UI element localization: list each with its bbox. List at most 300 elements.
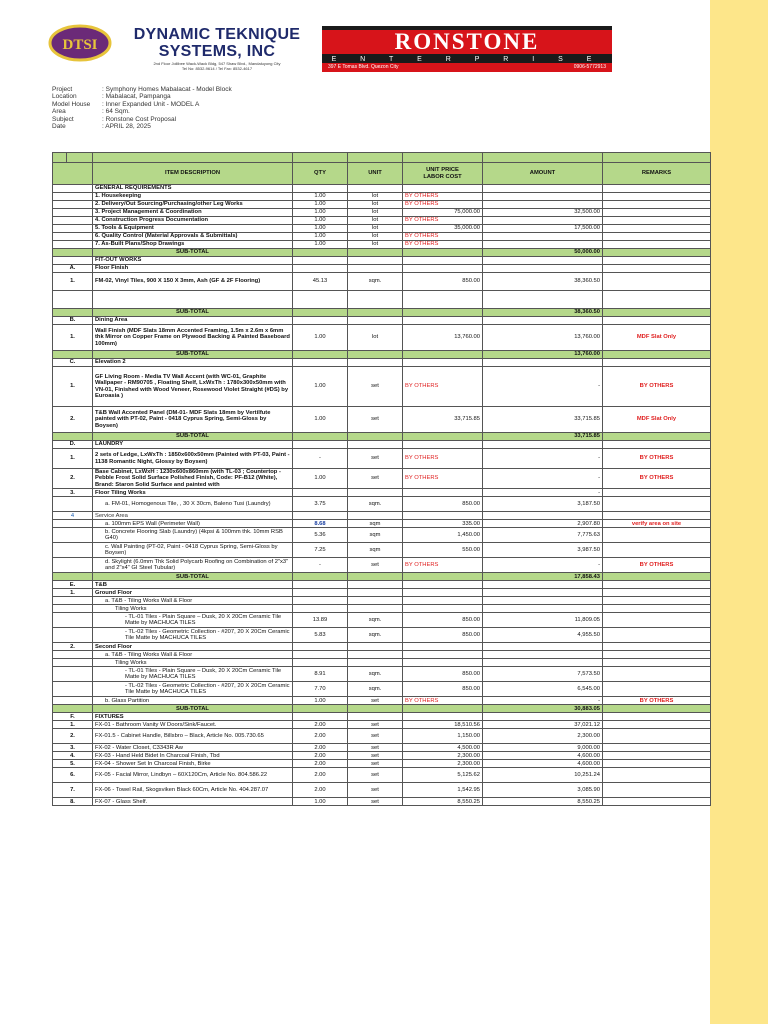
table-row	[53, 520, 711, 528]
remarks-cell	[603, 273, 711, 291]
qty-cell: -	[293, 449, 348, 469]
remarks-cell	[603, 581, 711, 589]
unit-cell	[348, 597, 403, 605]
amount-cell: 4,955.50	[483, 628, 603, 643]
amount-cell	[483, 193, 603, 201]
table-row	[53, 659, 711, 667]
unit-price-cell: BY OTHERS	[403, 469, 483, 489]
qty-cell: 1.00	[293, 225, 348, 233]
ronstone-phone: 0906-5772913	[573, 64, 606, 70]
qty-cell: 2.00	[293, 760, 348, 768]
item-description-cell: FIXTURES	[93, 713, 293, 721]
remarks-cell	[603, 359, 711, 367]
item-number-cell: 1.	[53, 325, 93, 351]
unit-price-cell: BY OTHERS	[403, 193, 483, 201]
info-value: : 64 Sqm.	[102, 108, 130, 116]
item-description-cell: FX-02 - Water Closet, C3343R Aw	[93, 744, 293, 752]
item-description-cell: SUB-TOTAL	[93, 309, 293, 317]
unit-price-cell: 2,300.00	[403, 752, 483, 760]
company-tel-line: Tel No: 8532-9614 / Tel Fax: 8532-4617	[181, 66, 253, 71]
table-row	[53, 798, 711, 806]
item-description-cell: Tiling Works	[93, 659, 293, 667]
unit-price-cell: 850.00	[403, 682, 483, 697]
item-description-cell: 7. As-Built Plans/Shop Drawings	[93, 241, 293, 249]
qty-cell	[293, 589, 348, 597]
unit-price-cell: BY OTHERS	[403, 697, 483, 705]
amount-cell: 4,600.00	[483, 752, 603, 760]
company-name-line1: DYNAMIC TEKNIQUE	[133, 26, 301, 43]
qty-cell	[293, 713, 348, 721]
amount-cell: 13,760.00	[483, 325, 603, 351]
qty-cell: 7.25	[293, 543, 348, 558]
unit-cell: lot	[348, 325, 403, 351]
item-number-cell: 1.	[53, 589, 93, 597]
unit-cell: sqm	[348, 543, 403, 558]
info-label: Date	[52, 123, 66, 131]
remarks-cell: MDF Slat Only	[603, 407, 711, 433]
item-number-cell	[53, 291, 93, 309]
item-number-cell	[53, 201, 93, 209]
remarks-cell	[603, 291, 711, 309]
subtotal-row	[53, 351, 711, 359]
remarks-cell	[603, 628, 711, 643]
unit-cell	[348, 573, 403, 581]
amount-cell: 50,000.00	[483, 249, 603, 257]
unit-price-cell: BY OTHERS	[403, 558, 483, 573]
unit-cell: sqm.	[348, 667, 403, 682]
amount-cell	[483, 589, 603, 597]
qty-cell: 3.75	[293, 497, 348, 512]
qty-cell: 2.00	[293, 744, 348, 752]
item-description-cell: FX-01.5 - Cabinet Handle, Billsbro – Black, Article No. 005.730.65	[93, 729, 293, 744]
qty-cell	[293, 605, 348, 613]
amount-cell: 17,500.00	[483, 225, 603, 233]
table-row	[53, 265, 711, 273]
company-logo	[48, 24, 112, 62]
unit-cell	[348, 589, 403, 597]
svg-text:DTSI: DTSI	[62, 37, 98, 53]
table-row	[53, 597, 711, 605]
amount-cell	[483, 643, 603, 651]
info-label: Area	[52, 108, 66, 116]
amount-cell	[483, 201, 603, 209]
item-number-cell	[53, 249, 93, 257]
unit-cell: set	[348, 798, 403, 806]
amount-cell	[483, 605, 603, 613]
item-description-cell: FX-05 - Facial Mirror, Lindbyn – 60X120Cm, Article No. 804.586.22	[93, 768, 293, 783]
item-description-cell: Base Cabinet, LxWxH : 1230x600x860mm (with TL-03 ; Countertop - Pebble Frost Solid Surface Polished Finish, Code: PF-B12 (White), Brand: Staron Solid Surface and painted with	[93, 469, 293, 489]
remarks-cell	[603, 705, 711, 713]
table-row	[53, 201, 711, 209]
amount-cell: 8,550.25	[483, 798, 603, 806]
item-description-cell: 4. Construction Progress Documentation	[93, 217, 293, 225]
remarks-cell	[603, 597, 711, 605]
table-row	[53, 209, 711, 217]
unit-cell: set	[348, 783, 403, 798]
item-description-cell: GF Living Room - Media TV Wall Accent (with WC-01, Graphite Wallpaper - RM90705 , Floating Shelf, LxWxTh : 1780x300x50mm with VN-01, Finished with Wood Veneer, Rosewood Violet Straight (#DS) by Euroasia )	[93, 367, 293, 407]
unit-cell: sqm	[348, 528, 403, 543]
unit-cell	[348, 441, 403, 449]
qty-cell	[293, 359, 348, 367]
item-number-cell: 7.	[53, 783, 93, 798]
unit-cell: set	[348, 729, 403, 744]
item-number-cell	[53, 520, 93, 528]
table-row	[53, 643, 711, 651]
unit-price-cell: BY OTHERS	[403, 241, 483, 249]
unit-price-cell: 5,125.62	[403, 768, 483, 783]
table-row	[53, 257, 711, 265]
qty-cell: 45.13	[293, 273, 348, 291]
item-number-cell	[53, 605, 93, 613]
unit-cell: set	[348, 469, 403, 489]
header-unit: UNIT	[348, 163, 403, 185]
remarks-cell	[603, 744, 711, 752]
table-row	[53, 291, 711, 309]
remarks-cell	[603, 651, 711, 659]
amount-cell	[483, 359, 603, 367]
unit-price-cell: 75,000.00	[403, 209, 483, 217]
amount-cell: -	[483, 697, 603, 705]
qty-cell	[293, 573, 348, 581]
amount-cell: 10,251.24	[483, 768, 603, 783]
remarks-cell	[603, 317, 711, 325]
unit-price-cell	[403, 265, 483, 273]
remarks-cell	[603, 351, 711, 359]
item-description-cell: Elevation 2	[93, 359, 293, 367]
item-description-cell	[93, 291, 293, 309]
remarks-cell	[603, 528, 711, 543]
company-address-line: 2nd Floor Jollibee Wack-Wack Bldg, 547 Shaw Blvd., Mandaluyong City	[153, 61, 281, 66]
unit-cell	[348, 317, 403, 325]
qty-cell: 8.68	[293, 520, 348, 528]
item-number-cell	[53, 193, 93, 201]
item-number-cell	[53, 682, 93, 697]
item-description-cell: FIT-OUT WORKS	[93, 257, 293, 265]
table-row	[53, 760, 711, 768]
unit-cell: sqm.	[348, 628, 403, 643]
table-row	[53, 185, 711, 193]
amount-cell	[483, 291, 603, 309]
remarks-cell	[603, 433, 711, 441]
amount-cell: 17,858.43	[483, 573, 603, 581]
unit-price-cell: 13,760.00	[403, 325, 483, 351]
item-number-cell: 4.	[53, 752, 93, 760]
table-row	[53, 651, 711, 659]
item-description-cell: T&B	[93, 581, 293, 589]
item-description-cell: LAUNDRY	[93, 441, 293, 449]
remarks-cell	[603, 760, 711, 768]
qty-cell	[293, 659, 348, 667]
qty-cell	[293, 705, 348, 713]
ronstone-name: RONSTONE	[394, 29, 540, 54]
qty-cell	[293, 265, 348, 273]
unit-cell: set	[348, 367, 403, 407]
amount-cell: 2,907.80	[483, 520, 603, 528]
amount-cell	[483, 185, 603, 193]
qty-cell: 1.00	[293, 469, 348, 489]
remarks-cell	[603, 265, 711, 273]
item-number-cell: 1.	[53, 449, 93, 469]
unit-price-cell: 1,150.00	[403, 729, 483, 744]
unit-price-cell: 335.00	[403, 520, 483, 528]
qty-cell	[293, 489, 348, 497]
info-line	[52, 86, 232, 93]
header-amount: AMOUNT	[483, 163, 603, 185]
item-number-cell	[53, 667, 93, 682]
item-description-cell: a. FM-01, Homogenous Tile, , 30 X 30cm, Baleno Tusi (Laundry)	[93, 497, 293, 512]
remarks-cell	[603, 573, 711, 581]
qty-cell: 1.00	[293, 241, 348, 249]
item-number-cell: 3.	[53, 489, 93, 497]
unit-cell: sqm.	[348, 497, 403, 512]
info-line	[52, 123, 232, 130]
table-row	[53, 713, 711, 721]
amount-cell: -	[483, 558, 603, 573]
unit-price-cell: 33,715.85	[403, 407, 483, 433]
unit-cell	[348, 351, 403, 359]
item-description-cell: - TL-02 Tiles - Geometric Collection - #207, 20 X 20Cm Ceramic Tile Matte by MACHUCA TILES	[93, 682, 293, 697]
qty-cell	[293, 512, 348, 520]
unit-cell: set	[348, 558, 403, 573]
table-row	[53, 721, 711, 729]
unit-price-cell: 2,300.00	[403, 760, 483, 768]
remarks-cell	[603, 589, 711, 597]
qty-cell: 1.00	[293, 217, 348, 225]
item-number-cell	[53, 543, 93, 558]
unit-cell	[348, 309, 403, 317]
item-number-cell	[53, 597, 93, 605]
item-description-cell: c. Wall Painting (PT-02, Paint - 0418 Cyprus Spring, Semi-Gloss by Boysen)	[93, 543, 293, 558]
unit-cell: set	[348, 744, 403, 752]
item-description-cell: - TL-01 Tiles - Plain Square – Dusk, 20 X 20Cm Ceramic Tile Matte by MACHUCA TILES	[93, 667, 293, 682]
amount-cell: 33,715.85	[483, 433, 603, 441]
amount-cell: 2,300.00	[483, 729, 603, 744]
remarks-cell: MDF Slat Only	[603, 325, 711, 351]
qty-cell: 1.00	[293, 325, 348, 351]
table-row	[53, 628, 711, 643]
info-line	[52, 101, 232, 108]
unit-cell	[348, 605, 403, 613]
item-description-cell: 2. Delivery/Out Sourcing/Purchasing/other Leg Works	[93, 201, 293, 209]
unit-price-cell	[403, 441, 483, 449]
qty-cell	[293, 249, 348, 257]
item-number-cell	[53, 225, 93, 233]
remarks-cell	[603, 667, 711, 682]
qty-cell: 1.00	[293, 407, 348, 433]
unit-price-cell	[403, 257, 483, 265]
item-description-cell: FX-06 - Towel Rail, Skogsviken Black 60Cm, Article No. 404.287.07	[93, 783, 293, 798]
item-number-cell	[53, 433, 93, 441]
unit-price-cell	[403, 705, 483, 713]
subtotal-row	[53, 309, 711, 317]
unit-price-cell: 850.00	[403, 497, 483, 512]
item-description-cell: d. Skylight (6.0mm Thk Solid Polycarb Roofing on Combination of 2"x3" and 2"x4" GI Steel Tubular)	[93, 558, 293, 573]
remarks-cell	[603, 543, 711, 558]
amount-cell	[483, 713, 603, 721]
item-description-cell: b. Concrete Flooring Slab (Laundry) (4kpsi & 100mm thk. 10mm RSB G40)	[93, 528, 293, 543]
unit-price-cell	[403, 597, 483, 605]
remarks-cell	[603, 257, 711, 265]
unit-price-cell: 850.00	[403, 667, 483, 682]
amount-cell: -	[483, 367, 603, 407]
remarks-cell	[603, 798, 711, 806]
amount-cell	[483, 651, 603, 659]
table-row	[53, 613, 711, 628]
unit-price-cell	[403, 317, 483, 325]
qty-cell: 2.00	[293, 721, 348, 729]
unit-cell	[348, 185, 403, 193]
item-description-cell: SUB-TOTAL	[93, 573, 293, 581]
qty-cell: 5.83	[293, 628, 348, 643]
info-line	[52, 93, 232, 100]
item-description-cell: Ground Floor	[93, 589, 293, 597]
item-number-cell	[53, 659, 93, 667]
table-row	[53, 489, 711, 497]
item-description-cell: FX-01 - Bathroom Vanity W Doors/Sink/Faucet.	[93, 721, 293, 729]
item-number-cell	[53, 573, 93, 581]
item-description-cell: Service Area	[93, 512, 293, 520]
unit-price-cell: BY OTHERS	[403, 367, 483, 407]
table-row	[53, 783, 711, 798]
header-no	[53, 163, 93, 185]
unit-price-cell	[403, 651, 483, 659]
unit-price-cell: 550.00	[403, 543, 483, 558]
table-row	[53, 367, 711, 407]
header-unit-price: UNIT PRICE LABOR COST	[403, 163, 483, 185]
unit-cell	[348, 257, 403, 265]
unit-cell: lot	[348, 217, 403, 225]
header-remarks: REMARKS	[603, 163, 711, 185]
item-description-cell: SUB-TOTAL	[93, 249, 293, 257]
unit-price-cell	[403, 659, 483, 667]
unit-price-cell: BY OTHERS	[403, 449, 483, 469]
amount-cell: 3,987.50	[483, 543, 603, 558]
unit-cell: sqm	[348, 520, 403, 528]
item-description-cell: FX-04 - Shower Set In Charcoal Finish, Birke	[93, 760, 293, 768]
unit-cell: set	[348, 760, 403, 768]
item-number-cell	[53, 185, 93, 193]
amount-cell	[483, 233, 603, 241]
item-description-cell: FX-03 - Hand Held Bidet In Charcoal Finish, Tbd	[93, 752, 293, 760]
unit-cell	[348, 489, 403, 497]
header-description: ITEM DESCRIPTION	[93, 163, 293, 185]
item-description-cell: GENERAL REQUIREMENTS	[93, 185, 293, 193]
table-row	[53, 605, 711, 613]
yellow-margin-strip	[710, 0, 768, 1024]
unit-cell: lot	[348, 201, 403, 209]
ronstone-address: 397 E Tomas Blvd. Quezon City	[328, 64, 399, 70]
unit-price-cell	[403, 512, 483, 520]
remarks-cell	[603, 752, 711, 760]
table-row	[53, 441, 711, 449]
unit-price-cell: 18,510.56	[403, 721, 483, 729]
remarks-cell	[603, 497, 711, 512]
remarks-cell	[603, 768, 711, 783]
unit-price-cell: 1,450.00	[403, 528, 483, 543]
amount-cell	[483, 512, 603, 520]
qty-cell	[293, 581, 348, 589]
remarks-cell: BY OTHERS	[603, 449, 711, 469]
info-line	[52, 116, 232, 123]
remarks-cell	[603, 193, 711, 201]
amount-cell: 13,760.00	[483, 351, 603, 359]
qty-cell: 1.00	[293, 798, 348, 806]
unit-cell	[348, 249, 403, 257]
item-description-cell: Floor Finish	[93, 265, 293, 273]
unit-price-cell: BY OTHERS	[403, 217, 483, 225]
unit-cell	[348, 581, 403, 589]
item-description-cell: SUB-TOTAL	[93, 705, 293, 713]
table-row	[53, 667, 711, 682]
remarks-cell	[603, 241, 711, 249]
table-row	[53, 359, 711, 367]
unit-price-cell	[403, 359, 483, 367]
unit-cell	[348, 512, 403, 520]
qty-cell: -	[293, 558, 348, 573]
qty-cell	[293, 257, 348, 265]
unit-cell	[348, 643, 403, 651]
qty-cell: 1.00	[293, 193, 348, 201]
item-description-cell: 5. Tools & Equipment	[93, 225, 293, 233]
remarks-cell: BY OTHERS	[603, 367, 711, 407]
item-number-cell	[53, 628, 93, 643]
item-description-cell: SUB-TOTAL	[93, 351, 293, 359]
remarks-cell	[603, 659, 711, 667]
table-row	[53, 241, 711, 249]
remarks-cell	[603, 605, 711, 613]
unit-cell: set	[348, 768, 403, 783]
unit-price-cell	[403, 185, 483, 193]
amount-cell: -	[483, 489, 603, 497]
item-number-cell	[53, 241, 93, 249]
info-label: Project	[52, 86, 73, 93]
table-row	[53, 193, 711, 201]
item-number-cell	[53, 705, 93, 713]
item-description-cell: SUB-TOTAL	[93, 433, 293, 441]
info-value: : Mabalacat, Pampanga	[102, 93, 171, 101]
unit-price-cell	[403, 605, 483, 613]
table-row	[53, 449, 711, 469]
item-description-cell: 2 sets of Ledge, LxWxTh : 1850x600x50mm (Painted with PT-03, Paint - 1138 Romantic Night, Glossy by Boysen)	[93, 449, 293, 469]
table-row	[53, 581, 711, 589]
info-label: Location	[52, 93, 77, 101]
company-address	[122, 61, 312, 71]
unit-cell	[348, 651, 403, 659]
info-value: : Symphony Homes Mabalacat - Model Block	[102, 86, 232, 93]
remarks-cell	[603, 783, 711, 798]
unit-cell: lot	[348, 241, 403, 249]
qty-cell	[293, 433, 348, 441]
unit-cell: sqm.	[348, 682, 403, 697]
item-number-cell	[53, 217, 93, 225]
item-number-cell: E.	[53, 581, 93, 589]
amount-cell: 32,500.00	[483, 209, 603, 217]
amount-cell	[483, 597, 603, 605]
unit-price-cell: 1,542.95	[403, 783, 483, 798]
remarks-cell	[603, 613, 711, 628]
table-row	[53, 469, 711, 489]
unit-price-cell: 8,550.25	[403, 798, 483, 806]
subtotal-row	[53, 573, 711, 581]
header-qty: QTY	[293, 163, 348, 185]
item-number-cell	[53, 558, 93, 573]
qty-cell: 2.00	[293, 729, 348, 744]
remarks-cell	[603, 713, 711, 721]
qty-cell: 2.00	[293, 783, 348, 798]
table-row	[53, 543, 711, 558]
info-line	[52, 108, 232, 115]
qty-cell: 1.00	[293, 697, 348, 705]
